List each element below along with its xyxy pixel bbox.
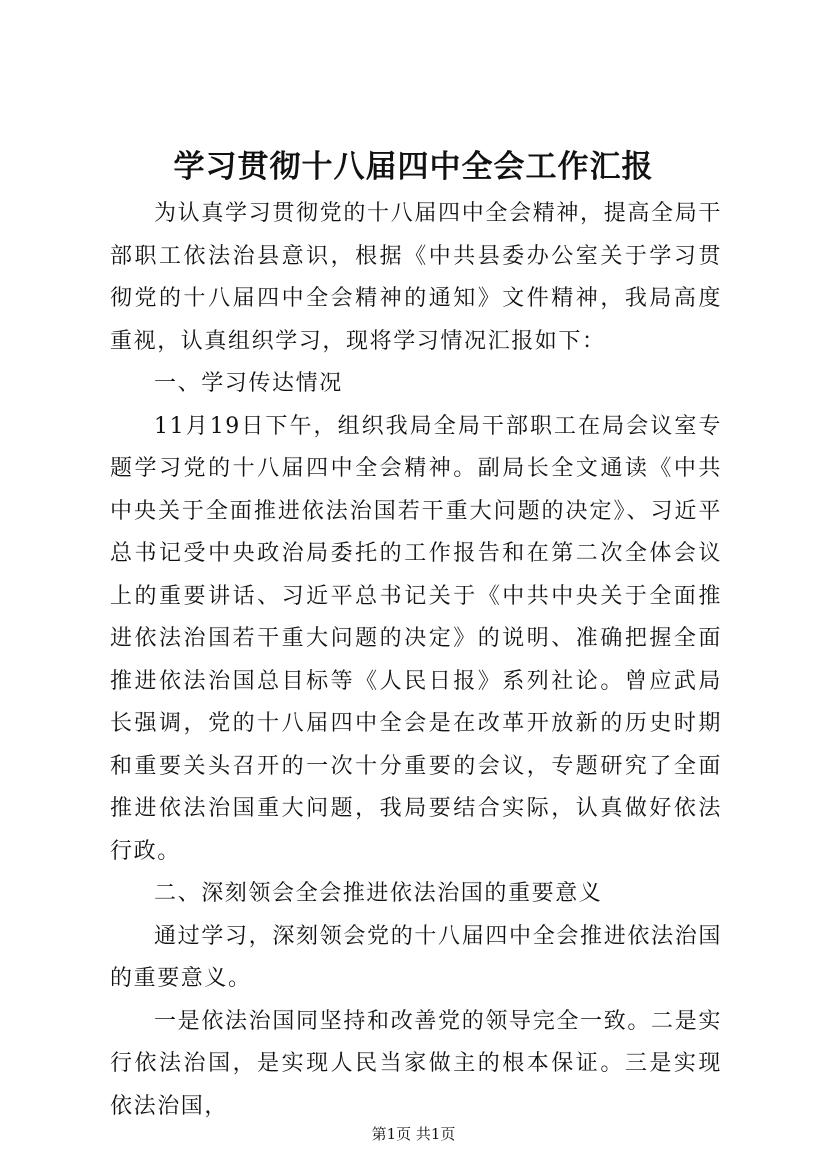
document-title: 学习贯彻十八届四中全会工作汇报 [173,149,654,185]
page-number-footer: 第1页 共1页 [371,1125,456,1143]
paragraph-intro: 为认真学习贯彻党的十八届四中全会精神，提高全局干部职工依法治县意识，根据《中共县委办公室关于学习贯彻党的十八届四中全会精神的通知》文件精神，我局高度重视，认真组织学习，现将学习情况汇报如下： [110,201,722,354]
heading-section-1: 一、学习传达情况 [154,371,343,396]
paragraph-section-2-points: 一是依法治国同坚持和改善党的领导完全一致。二是实行依法治国，是实现人民当家做主的根本保证。三是实现依法治国， [110,1008,722,1119]
paragraph-section-2-intro: 通过学习，深刻领会党的十八届四中全会推进依法治国的重要意义。 [110,923,722,991]
document-body [110,193,722,1128]
heading-section-2: 二、深刻领会全会推进依法治国的重要意义 [154,881,603,906]
paragraph-section-1: 11月19日下午，组织我局全局干部职工在局会议室专题学习党的十八届四中全会精神。副局长全文通读《中共中央关于全面推进依法治国若干重大问题的决定》、习近平总书记受中央政治局委托的工作报告和在第二次全体会议上的重要讲话、习近平总书记关于《中共中央关于全面推进依法治国若干重大问题的决定》的说明、准确把握全面推进依法治国总目标等《人民日报》系列社论。曾应武局长强调，党的十八届四中全会是在改革开放新的历史时期和重要关头召开的一次十分重要的会议，专题研究了全面推进依法治国重大问题，我局要结合实际，认真做好依法行政。 [110,413,722,864]
